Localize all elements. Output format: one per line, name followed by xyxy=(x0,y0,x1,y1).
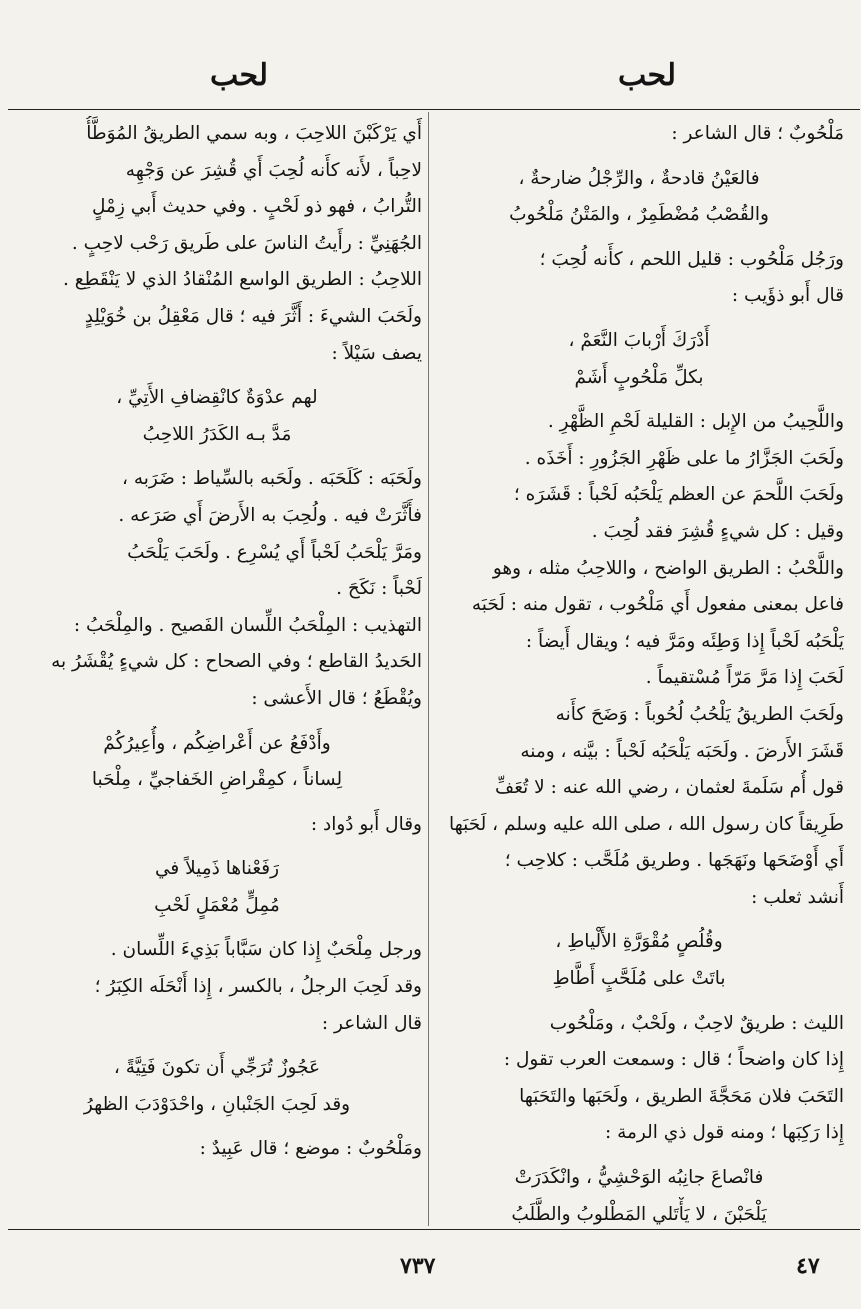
text-line: فاعل بمعنى مفعول أَي مَلْحُوب ، تقول منه : لَحَبَه xyxy=(471,594,844,616)
text-line: ولَحَبَه : كَلَحَبَه . ولَحَبه بالسِّياط : ضَرَبه ، xyxy=(121,468,422,490)
header-rule xyxy=(8,109,860,110)
text-line: التُّرابُ ، فهو ذو لَحْبٍ . وفي حديث أَبي زِمْلٍ xyxy=(92,196,422,218)
text-line: وقال أَبو دُواد : xyxy=(310,813,422,835)
text-line: إِذا رَكِبَها ؛ ومنه قول ذي الرمة : xyxy=(604,1122,844,1144)
text-line: إِذا كان واضحاً ؛ قال : وسمعت العرب تقول : xyxy=(503,1049,844,1071)
text-line: أَنشد ثعلب : xyxy=(751,886,844,908)
verse-spacer xyxy=(434,315,844,323)
verse-spacer xyxy=(12,1042,422,1050)
verse-spacer xyxy=(12,1123,422,1131)
verse-spacer xyxy=(12,453,422,461)
text-line: ولَحَبَ الشيءَ : أَثَّرَ فيه ؛ قال مَعْقِلُ بن خُوَيْلِدٍ xyxy=(84,305,422,327)
column-divider xyxy=(428,112,429,1226)
right-page-number: ٤٧ xyxy=(796,1253,820,1279)
verse-spacer xyxy=(434,1152,844,1160)
text-line: ورَجُل مَلْحُوب : قليل اللحم ، كأَنه لُحِبَ ؛ xyxy=(539,248,844,270)
verse-spacer xyxy=(434,153,844,161)
text-line: اللاحِبُ : الطريق الواسع المُنْقادُ الذي لا يَنْقَطِع . xyxy=(62,269,422,291)
verse-line: يَلْحَبْنَ ، لا يَأْتَلي المَطْلوبُ والطَّلَبُ xyxy=(511,1203,767,1225)
verse-line: فانْصاعَ جانِبُه الوَحْشِيُّ ، وانْكَدَرَتْ xyxy=(514,1167,764,1189)
text-line: ولَحَبَ الجَزَّارُ ما على ظَهْرِ الجَزُورِ : أَخَذَه . xyxy=(524,447,844,469)
text-line: واللَّحْبُ : الطريق الواضح ، واللاحِبُ مثله ، وهو xyxy=(492,557,844,579)
text-line: التهذيب : المِلْحَبُ اللِّسان الفَصيح . والمِلْحَبُ : xyxy=(73,614,422,636)
verse-line: فالعَيْنُ قادحةٌ ، والرِّجْلُ ضارحةٌ ، xyxy=(518,167,760,189)
text-line: وقد لَحِبَ الرجلُ ، بالكسر ، إِذا أَنْحَلَه الكِبَرُ ؛ xyxy=(94,976,422,998)
text-line: مَلْحُوبٌ ؛ قال الشاعر : xyxy=(671,123,844,144)
text-line: لاحِباً ، لأَنه كأَنه لُحِبَ أَي قُشِرَ عن وَجْهِه xyxy=(125,159,422,181)
verse-line: لهم عدْوَةٌ كانْقِضافِ الأَتِيِّ ، xyxy=(116,387,318,409)
verse-line: عَجُوزٌ تُرَجِّي أَن تكونَ فَتِيَّةً ، xyxy=(113,1057,321,1079)
text-line: الحَديدُ القاطع ؛ وفي الصحاح : كل شيءٍ يُقْشَرُ به xyxy=(51,651,422,673)
verse-line: بكلِّ مَلْحُوبٍ أَشَمْ xyxy=(574,366,704,388)
footer-rule xyxy=(8,1229,860,1230)
text-line: لَحَبَ إِذا مَرَّ مَرّاً مُسْتقيماً . xyxy=(645,667,844,689)
verse-line: وقد لَحِبَ الجَنْبانِ ، واحْدَوْدَبَ الظهرُ xyxy=(83,1093,351,1115)
verse-line: وأَدْفَعُ عن أَعْراضِكُم ، وأُعِيرُكُمْ xyxy=(103,732,331,754)
text-line: يصف سَيْلاً : xyxy=(331,342,422,364)
text-line: طَرِيقاً كان رسول الله ، صلى الله عليه وسلم ، لَحَبَها xyxy=(448,813,844,835)
text-line: قال الشاعر : xyxy=(321,1012,422,1034)
text-line: وقيل : كل شيءٍ قُشِرَ فقد لُحِبَ . xyxy=(591,520,844,542)
text-line: ورجل مِلْحَبٌ إِذا كان سَبَّاباً بَذِيءَ اللِّسان . xyxy=(110,939,422,961)
verse-line: والقُصْبُ مُضْطَمِرٌ ، والمَتْنُ مَلْحُوبُ xyxy=(509,204,769,226)
verse-spacer xyxy=(12,843,422,851)
verse-line: رَفَعْناها ذَمِيلاً في xyxy=(154,858,280,880)
verse-spacer xyxy=(434,916,844,924)
verse-spacer xyxy=(434,396,844,404)
text-line: الجُهَنِيِّ : رأَيتُ الناسَ على طَريق رَحْب لاحِبٍ . xyxy=(71,232,422,254)
left-header-word: لحب xyxy=(210,58,268,93)
verse-line: وقُلُصٍ مُقْوَرَّةِ الأَلْياطِ ، xyxy=(555,931,723,953)
center-page-number: ٧٣٧ xyxy=(400,1253,436,1279)
verse-spacer xyxy=(12,718,422,726)
verse-spacer xyxy=(434,234,844,242)
verse-spacer xyxy=(12,372,422,380)
text-line: التَحَبَ فلان مَحَجَّةَ الطريق ، ولَحَبَها والتَحَبَها xyxy=(519,1085,844,1107)
text-line: واللَّحِيبُ من الإِبل : القليلة لَحْمِ الظَّهْرِ . xyxy=(547,411,844,433)
text-line: ولَحَبَ الطريقُ يَلْحُبُ لُحُوباً : وَضَحَ كأَنه xyxy=(555,703,844,725)
text-line: ومَلْحُوبٌ : موضع ؛ قال عَبِيدٌ : xyxy=(199,1138,422,1160)
text-line: يَلْحَبُه لَحْباً إِذا وَطِئَه ومَرَّ فيه ؛ ويقال أَيضاً : xyxy=(525,630,844,652)
verse-line: لِساناً ، كمِقْراضِ الخَفاجيِّ ، مِلْحَبا xyxy=(91,769,343,791)
text-line: قول أُم سَلَمةَ لعثمان ، رضي الله عنه : لا تُعَفِّ xyxy=(495,777,844,799)
verse-line: باتَتْ على مُلَحَّبٍ أَطَّاطِ xyxy=(552,968,726,990)
text-line: فأَثَّرَتْ فيه . ولُحِبَ به الأَرضَ أَي صَرَعه . xyxy=(118,504,422,526)
left-column xyxy=(12,116,422,1168)
verse-line: أَدْرَكَ أَرْبابَ النَّعَمْ ، xyxy=(568,329,710,351)
text-line: قَشَرَ الأَرضَ . ولَحَبَه يَلْحَبُه لَحْباً : بيَّنه ، ومنه xyxy=(520,740,844,762)
text-line: ويُقْطَعُ ؛ قال الأَعشى : xyxy=(251,687,422,709)
verse-spacer xyxy=(434,998,844,1006)
right-column xyxy=(434,116,844,1233)
verse-line: مُمِلٍّ مُعْمَلٍ لَحْبِ xyxy=(154,894,280,916)
text-line: ومَرَّ يَلْحَبُ لَحْباً أَي يُسْرِع . ولَحَبَ يَلْحَبُ xyxy=(127,541,422,563)
right-header-word: لحب xyxy=(618,58,676,93)
text-line: قال أَبو ذؤَيب : xyxy=(731,285,844,307)
text-line: ولَحَبَ اللَّحمَ عن العظم يَلْحَبُه لَحْباً : قَشَرَه ؛ xyxy=(513,484,844,506)
verse-spacer xyxy=(12,799,422,807)
verse-spacer xyxy=(12,924,422,932)
text-line: الليث : طريقٌ لاحِبٌ ، ولَحْبٌ ، ومَلْحُوب xyxy=(549,1012,844,1034)
text-line: لَحْباً : نَكَحَ . xyxy=(336,578,422,600)
verse-line: مَدَّ بـه الكَدَرُ اللاحِبُ xyxy=(142,423,292,445)
text-line: أَي أَوْضَحَها ونَهَجَها . وطريق مُلَحَّب : كلاحِب ؛ xyxy=(504,850,844,872)
text-line: أَي يَرْكَبْنَ اللاحِبَ ، وبه سمي الطريقُ المُوَطَّأُ xyxy=(86,123,422,144)
